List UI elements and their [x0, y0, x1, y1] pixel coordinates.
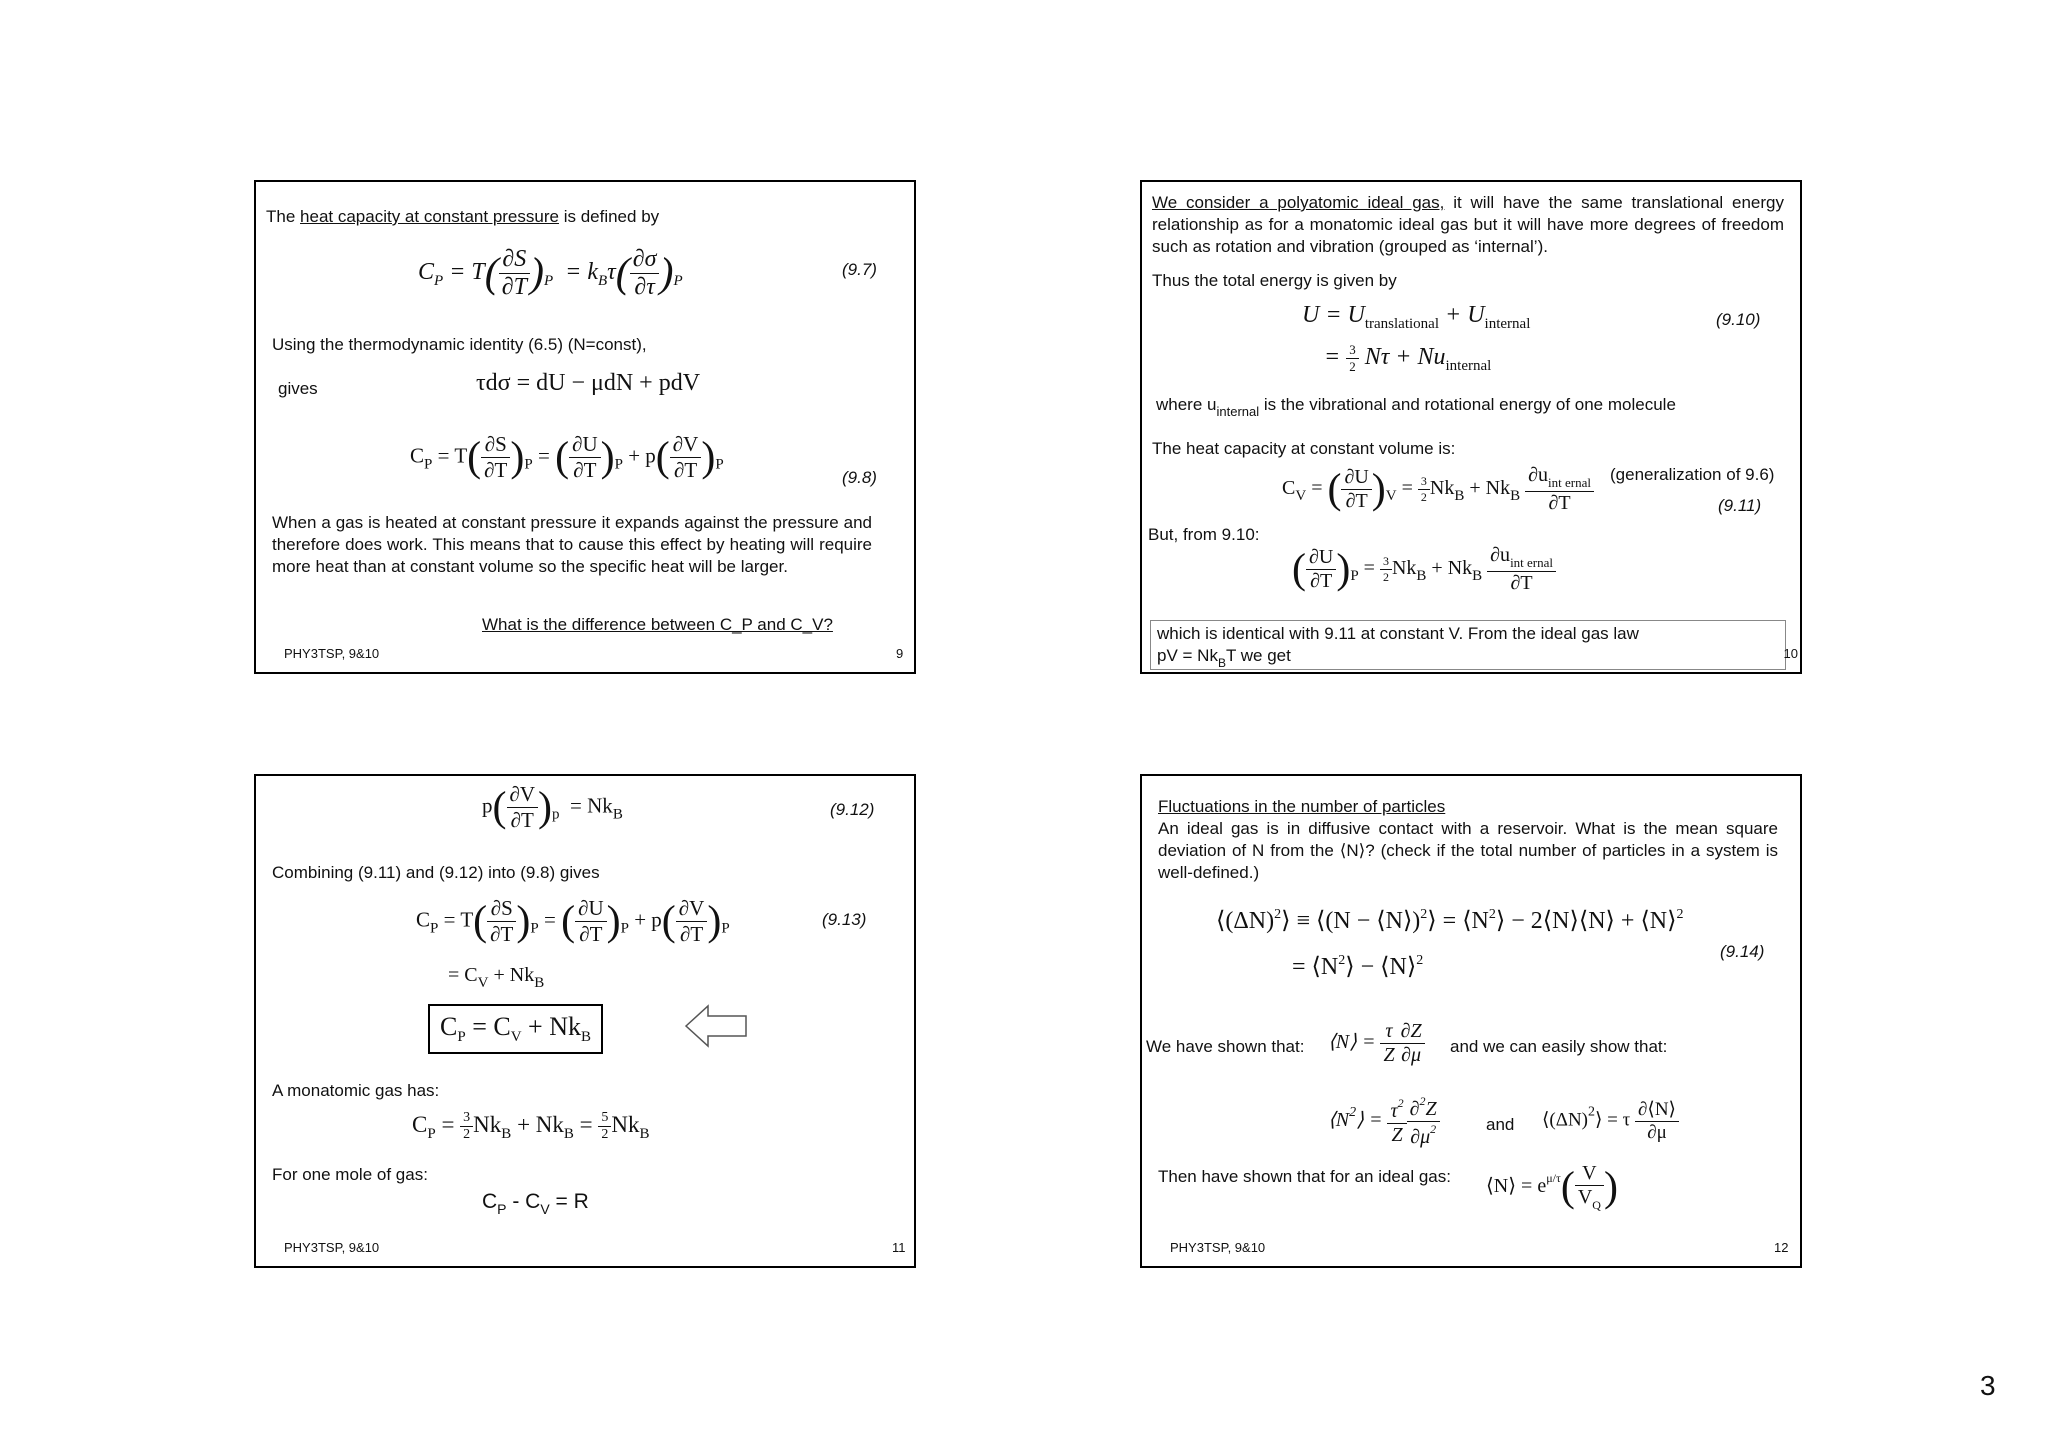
slide9-eq98: $C_P = T$( $\frac{\partial S}{\partial T}$ )$_P$ = ( $\frac{\partial U}{\partial T}$ )$_P + p$( $\frac{\partial V}{\partial T}$ )$_P$	[410, 432, 724, 482]
slide12-shown-post: and we can easily show that:	[1450, 1037, 1668, 1056]
slide9-intro-link: heat capacity at constant pressure	[300, 207, 559, 226]
slide10-eq910-line1: $U = U_{translational} + U_{internal}$	[1302, 302, 1531, 332]
slide11-boxed-result: $C_P = C_V + Nk_B$	[428, 1004, 603, 1054]
slide10-identical-box	[1150, 620, 1786, 670]
slide10-eq910-line2: = $\frac{3}{2}$ $N\tau + Nu_{internal}$	[1324, 342, 1492, 375]
slide10-total-energy: Thus the total energy is given by	[1152, 271, 1397, 290]
slide9-number: 9	[896, 646, 904, 661]
slide9-intro: The heat capacity at constant pressure is defined by	[266, 207, 660, 226]
slide9-eq97-label: (9.7)	[842, 260, 877, 279]
slide12-eq914-line2: = $⟨N^2⟩$ − ⟨N⟩$^2$	[1292, 953, 1424, 980]
slide9-eq97: $C_P = T$( $\frac{\partial S}{\partial T}$ )$_P = k_B\tau$( $\frac{\partial\sigma}{\partial\tau}$ )$_P$	[418, 246, 683, 300]
slide12-number: 12	[1774, 1240, 1789, 1255]
slide12-heading: Fluctuations in the number of particles	[1158, 797, 1446, 816]
slide10-eq-partial-p: ( $\frac{\partial U}{\partial T}$ )$_P$ = $\frac{3}{2}$ $Nk_B + Nk_B$ $\frac{\partial u_{int ernal}}{\partial T}$	[1292, 544, 1556, 595]
slide12-footer: PHY3TSP, 9&10	[1170, 1240, 1266, 1255]
slide-11	[254, 774, 916, 1268]
slide9-identity-text: Using the thermodynamic identity (6.5) (N=const),	[272, 335, 647, 354]
slide11-eq912: p( $\frac{\partial V}{\partial T}$ )$_p = Nk_B$	[482, 782, 623, 832]
slide10-eq910-label: (9.10)	[1716, 310, 1761, 329]
slide10-identical-text: which is identical with 9.11 at constant V. From the ideal gas law	[1157, 624, 1639, 643]
slide12-shown-pre: We have shown that:	[1146, 1037, 1305, 1056]
slide10-but-from: But, from 9.10:	[1148, 525, 1260, 544]
slide12-eq914-label: (9.14)	[1720, 942, 1765, 961]
slide9-identity-eq: τdσ = dU − μdN + pdV	[476, 370, 701, 396]
slide12-n2-eq: $⟨N^2⟩$ = $\frac{\tau^2}{Z}$ $\frac{\partial^2Z}{\partial\mu^2}$	[1328, 1094, 1440, 1149]
slide12-ideal-gas-eq: ⟨N⟩ = $e^{\mu/\tau}$( $\frac{V}{V_Q}$ )	[1486, 1162, 1618, 1212]
slide10-generalization: (generalization of 9.6)	[1610, 465, 1775, 484]
slide-12	[1140, 774, 1802, 1268]
slide9-footer: PHY3TSP, 9&10	[284, 646, 380, 661]
slide10-intro: We consider a polyatomic ideal gas, it will have the same translational energy relationship as for a monatomic ideal gas but it will have more degrees of freedom such as rotation and vibration (grouped as ‘internal’).	[1152, 193, 1785, 256]
slide11-eq913-line1: $C_P = T$( $\frac{\partial S}{\partial T}$ )$_P$ = ( $\frac{\partial U}{\partial T}$ )$_P + p$( $\frac{\partial V}{\partial T}$ )$_P$	[416, 896, 730, 946]
slide10-eq911: $C_V$ = ( $\frac{\partial U}{\partial T}$ )$_V$ = $\frac{3}{2}$ $Nk_B + Nk_B$ $\frac{\partial u_{int ernal}}{\partial T}$	[1282, 464, 1594, 515]
slide11-footer: PHY3TSP, 9&10	[284, 1240, 380, 1255]
slide9-gives: gives	[278, 379, 318, 398]
slide11-combining: Combining (9.11) and (9.12) into (9.8) gives	[272, 863, 600, 882]
slide12-variance-eq: $⟨(\Delta N)^2⟩ = \tau$ $\frac{\partial⟨N⟩}{\partial\mu}$	[1542, 1098, 1679, 1144]
slide12-mean-n-eq: ⟨N⟩ = $\frac{\tau}{Z}$ $\frac{\partial Z}{\partial\mu}$	[1328, 1020, 1425, 1067]
slide10-eq911-label: (9.11)	[1718, 496, 1762, 515]
slide11-monatomic-eq: $C_P$ = $\frac{3}{2}$ $Nk_B + Nk_B$ = $\frac{5}{2}$ $Nk_B$	[412, 1110, 650, 1142]
slide11-one-mole: For one mole of gas:	[272, 1165, 428, 1184]
slide9-paragraph: When a gas is heated at constant pressure it expands against the pressure and therefore does work. This means that to cause this effect by heating will require more heat than at constant volume so the specific heat will be larger.	[272, 513, 872, 576]
slide10-where: where $u_{internal}$ is the vibrational and rotational energy of one molecule	[1156, 395, 1676, 419]
page-number: 3	[1980, 1370, 1996, 1401]
slide11-eq913-label: (9.13)	[822, 910, 867, 929]
slide11-number: 11	[892, 1240, 906, 1255]
slide9-eq98-label: (9.8)	[842, 468, 877, 487]
slide11-eq913-line2: = $C_V + Nk_B$	[448, 964, 545, 991]
slide12-and: and	[1486, 1115, 1515, 1134]
slide10-heat-cap-v: The heat capacity at constant volume is:	[1152, 439, 1456, 458]
slide11-eq912-label: (9.12)	[830, 800, 875, 819]
slide12-paragraph: An ideal gas is in diffusive contact with a reservoir. What is the mean square deviation of N from the ⟨N⟩? (check if the total number of particles in a system is well-defined.)	[1158, 819, 1778, 882]
slide10-number: 10	[1783, 646, 1798, 661]
slide9-question: What is the difference between C_P and C_V?	[482, 615, 833, 634]
slide12-eq914-line1: $⟨(\Delta N)^2⟩$ ≡ ⟨(N − ⟨N⟩)$^2$⟩ = $⟨N^2⟩$ − 2⟨N⟩⟨N⟩ + ⟨N⟩$^2$	[1216, 907, 1684, 934]
slide-9	[254, 180, 916, 674]
left-arrow-icon	[684, 1002, 748, 1050]
slide11-final: $C_P - C_V = R$	[482, 1190, 589, 1217]
slide10-gas-law: pV = $Nk_BT$ we get	[1157, 646, 1291, 670]
slide11-monatomic: A monatomic gas has:	[272, 1081, 440, 1100]
slide12-then: Then have shown that for an ideal gas:	[1158, 1167, 1451, 1186]
slide-10	[1140, 180, 1802, 674]
